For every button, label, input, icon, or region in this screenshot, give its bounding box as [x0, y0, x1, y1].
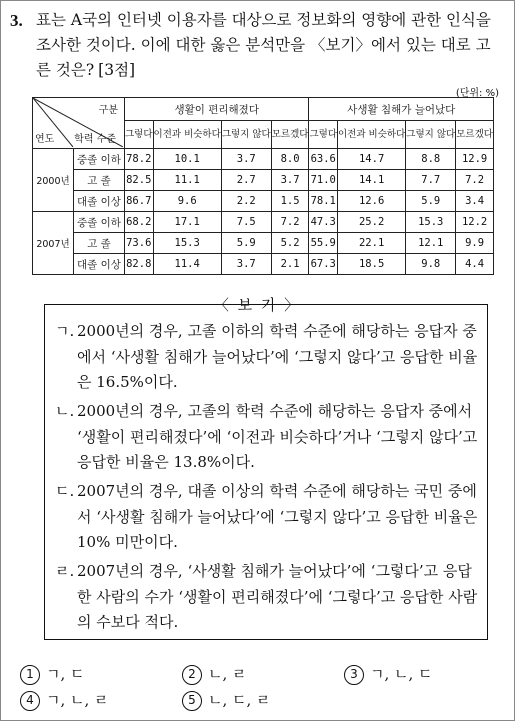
value-cell: 86.7 [125, 191, 154, 212]
value-cell: 3.7 [221, 149, 271, 170]
value-cell: 14.7 [338, 149, 406, 170]
choice-number-circle: 2 [182, 665, 202, 685]
table-row [33, 149, 494, 170]
sub-header: 모르겠다 [271, 121, 309, 149]
sub-header: 그렇지 않다 [221, 121, 271, 149]
table-unit: (단위: %) [455, 88, 499, 99]
value-cell: 2.1 [271, 254, 309, 275]
value-cell: 14.1 [338, 170, 406, 191]
value-cell: 3.7 [221, 254, 271, 275]
value-cell: 12.9 [456, 149, 494, 170]
value-cell: 9.9 [456, 233, 494, 254]
sub-header: 그렇다 [309, 121, 338, 149]
value-cell: 9.8 [406, 254, 456, 275]
value-cell: 55.9 [309, 233, 338, 254]
bogi-item [55, 399, 480, 476]
sub-header: 모르겠다 [456, 121, 494, 149]
value-cell: 11.1 [153, 170, 221, 191]
bogi-item-text: 2007년의 경우, 대졸 이상의 학력 수준에 해당하는 국민 중에서 ‘사생활 침해가 늘어났다’에 ‘그렇지 않다’고 응답한 비율은 10% 미만이다. [77, 482, 478, 551]
choice-number-circle: 4 [20, 691, 40, 711]
value-cell: 71.0 [309, 170, 338, 191]
value-cell: 8.8 [406, 149, 456, 170]
value-cell: 8.0 [271, 149, 309, 170]
value-cell: 10.1 [153, 149, 221, 170]
value-cell: 12.2 [456, 212, 494, 233]
table-row [33, 254, 494, 275]
question-number: 3. [10, 11, 23, 30]
education-cell: 대졸 이상 [74, 191, 125, 212]
value-cell: 25.2 [338, 212, 406, 233]
education-cell: 중졸 이하 [74, 212, 125, 233]
group-header: 생활이 편리해졌다 [125, 98, 309, 121]
sub-header: 이전과 비슷하다 [338, 121, 406, 149]
corner-label-year: 연도 [35, 134, 55, 145]
choice-3[interactable] [344, 662, 433, 687]
sub-header: 그렇다 [125, 121, 154, 149]
value-cell: 17.1 [153, 212, 221, 233]
bogi-item-text: 2000년의 경우, 고졸 이하의 학력 수준에 해당하는 응답자 중에서 ‘사생활 침해가 늘어났다’에 ‘그렇지 않다’고 응답한 비율은 16.5%이다. [77, 322, 478, 391]
value-cell: 12.1 [406, 233, 456, 254]
value-cell: 2.2 [221, 191, 271, 212]
value-cell: 68.2 [125, 212, 154, 233]
value-cell: 22.1 [338, 233, 406, 254]
bogi-item-text: 2000년의 경우, 고졸의 학력 수준에 해당하는 응답자 중에서 ‘생활이 편리해졌다’에 ‘이전과 비슷하다’거나 ‘그렇지 않다’고 응답한 비율은 13.8%이다. [77, 402, 478, 471]
bogi-item-mark: ㄴ. [55, 402, 75, 420]
bogi-item-mark: ㄱ. [55, 322, 75, 340]
value-cell: 73.6 [125, 233, 154, 254]
value-cell: 2.7 [221, 170, 271, 191]
value-cell: 12.6 [338, 191, 406, 212]
value-cell: 7.2 [456, 170, 494, 191]
value-cell: 11.4 [153, 254, 221, 275]
choice-2[interactable] [182, 662, 247, 687]
value-cell: 63.6 [309, 149, 338, 170]
bogi-item-text: 2007년의 경우, ‘사생활 침해가 늘어났다’에 ‘그렇다’고 응답한 사람의 수가 ‘생활이 편리해졌다’에 ‘그렇다’고 응답한 사람의 수보다 적다. [77, 562, 478, 631]
value-cell: 82.8 [125, 254, 154, 275]
table-corner-cell [33, 98, 125, 149]
table-row [33, 233, 494, 254]
choice-text: ㄱ, ㄷ [46, 665, 85, 683]
sub-header: 그렇지 않다 [406, 121, 456, 149]
value-cell: 18.5 [338, 254, 406, 275]
bogi-item-mark: ㄷ. [55, 482, 75, 500]
corner-label-education: 학력 수준 [74, 134, 116, 145]
value-cell: 82.5 [125, 170, 154, 191]
choice-number-circle: 5 [182, 691, 202, 711]
value-cell: 9.6 [153, 191, 221, 212]
bogi-item [55, 479, 480, 556]
choice-4[interactable] [20, 688, 109, 713]
value-cell: 47.3 [309, 212, 338, 233]
value-cell: 5.2 [271, 233, 309, 254]
value-cell: 5.9 [221, 233, 271, 254]
value-cell: 3.4 [456, 191, 494, 212]
question-block [10, 8, 505, 83]
choice-text: ㄱ, ㄴ, ㄷ [370, 665, 433, 683]
value-cell: 4.4 [456, 254, 494, 275]
corner-label-category: 구분 [98, 105, 118, 116]
value-cell: 3.7 [271, 170, 309, 191]
education-cell: 중졸 이하 [74, 149, 125, 170]
value-cell: 15.3 [406, 212, 456, 233]
education-cell: 고 졸 [74, 170, 125, 191]
year-cell: 2007년 [33, 212, 74, 275]
choice-text: ㄴ, ㄷ, ㄹ [208, 691, 271, 709]
table-row [33, 170, 494, 191]
question-points: [3점] [98, 61, 136, 79]
choice-1[interactable] [20, 662, 85, 687]
bogi-item [55, 559, 480, 636]
choice-text: ㄱ, ㄴ, ㄹ [46, 691, 109, 709]
sub-header: 이전과 비슷하다 [153, 121, 221, 149]
bogi-box [44, 304, 488, 640]
question-text: 표는 A국의 인터넷 이용자를 대상으로 정보화의 영향에 관한 인식을 조사한 것이다. 이에 대한 옳은 분석만을 〈보기〉에서 있는 대로 고른 것은? [36, 11, 491, 79]
education-cell: 고 졸 [74, 233, 125, 254]
value-cell: 7.2 [271, 212, 309, 233]
value-cell: 67.3 [309, 254, 338, 275]
education-cell: 대졸 이상 [74, 254, 125, 275]
table-row [33, 212, 494, 233]
choice-5[interactable] [182, 688, 271, 713]
group-header: 사생활 침해가 늘어났다 [309, 98, 494, 121]
table-row [33, 191, 494, 212]
value-cell: 7.5 [221, 212, 271, 233]
bogi-item [55, 319, 480, 396]
value-cell: 7.7 [406, 170, 456, 191]
choice-number-circle: 3 [344, 665, 364, 685]
year-cell: 2000년 [33, 149, 74, 212]
value-cell: 5.9 [406, 191, 456, 212]
bogi-title: 〈 보 기 〉 [213, 296, 302, 314]
choice-number-circle: 1 [20, 665, 40, 685]
survey-table [32, 97, 494, 275]
question-stem [10, 8, 505, 83]
value-cell: 78.2 [125, 149, 154, 170]
choice-text: ㄴ, ㄹ [208, 665, 247, 683]
value-cell: 1.5 [271, 191, 309, 212]
value-cell: 15.3 [153, 233, 221, 254]
bogi-item-mark: ㄹ. [55, 562, 75, 580]
value-cell: 78.1 [309, 191, 338, 212]
